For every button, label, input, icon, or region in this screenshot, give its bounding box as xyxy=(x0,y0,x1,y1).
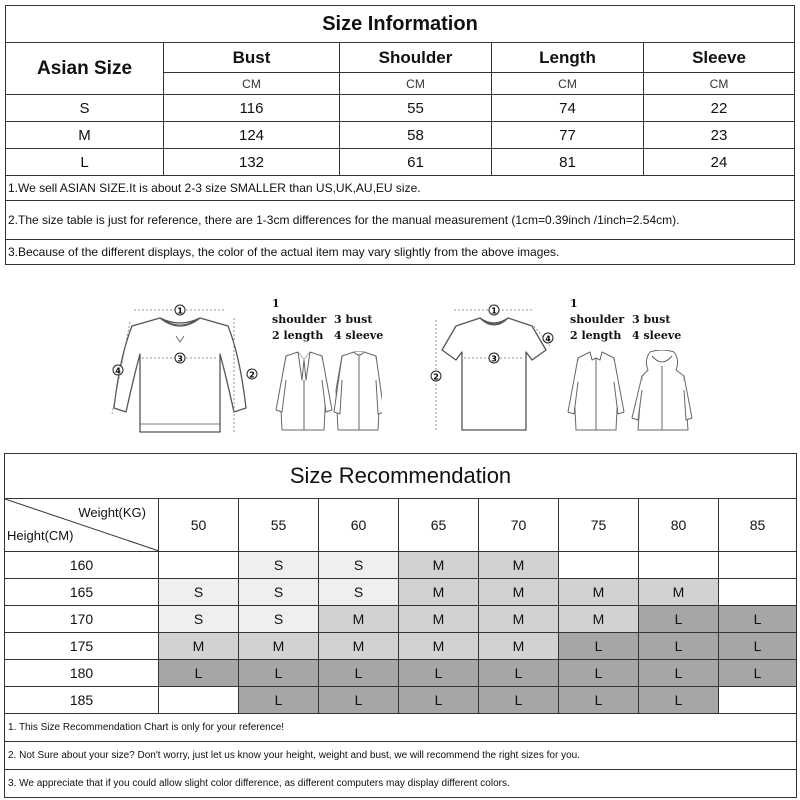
size-cell xyxy=(159,552,239,579)
size-information-table xyxy=(5,5,795,265)
shoulder-value: 55 xyxy=(340,95,492,122)
weight-header: 50 xyxy=(159,499,239,552)
bust-value: 132 xyxy=(164,149,340,176)
size-cell: M xyxy=(399,552,479,579)
legend-bust: 3 bust xyxy=(632,313,671,326)
size-note: 2.The size table is just for reference, there are 1-3cm differences for the manual measurement (1cm=0.39inch /1inch=2.54cm). xyxy=(6,201,795,240)
legend-sleeve: 4 sleeve xyxy=(632,329,682,342)
size-cell: L xyxy=(559,660,639,687)
bust-value: 124 xyxy=(164,122,340,149)
size-note: 3.Because of the different displays, the color of the actual item may vary slightly from the above images. xyxy=(6,240,795,265)
weight-header: 55 xyxy=(239,499,319,552)
size-cell: L xyxy=(399,660,479,687)
column-header-sleeve: Sleeve xyxy=(644,43,795,73)
size-cell: S xyxy=(319,579,399,606)
right-diagram-legend xyxy=(570,296,681,344)
size-cell: M xyxy=(479,579,559,606)
size-cell: M xyxy=(319,633,399,660)
height-value: 160 xyxy=(5,552,159,579)
size-cell xyxy=(719,552,797,579)
length-value: 77 xyxy=(492,122,644,149)
size-recommendation-table xyxy=(4,453,797,798)
height-value: 175 xyxy=(5,633,159,660)
size-cell: M xyxy=(559,579,639,606)
asian-size-header: Asian Size xyxy=(6,43,164,95)
size-cell: M xyxy=(399,606,479,633)
long-sleeve-measurement-diagram xyxy=(100,296,260,442)
size-cell: L xyxy=(239,687,319,714)
height-label: Height(CM) xyxy=(7,528,74,543)
size-cell: M xyxy=(639,579,719,606)
marker-3-label: 3 xyxy=(177,354,183,364)
weight-header: 70 xyxy=(479,499,559,552)
bust-value: 116 xyxy=(164,95,340,122)
size-cell: M xyxy=(399,633,479,660)
size-cell: M xyxy=(159,633,239,660)
marker-2-label: 2 xyxy=(433,372,439,382)
size-cell: L xyxy=(719,606,797,633)
size-cell: L xyxy=(719,660,797,687)
size-label: S xyxy=(6,95,164,122)
size-cell xyxy=(559,552,639,579)
size-cell: M xyxy=(559,606,639,633)
marker-4-label: 4 xyxy=(545,334,551,344)
recommendation-note: 2. Not Sure about your size? Don't worry, just let us know your height, weight and bust, we will recommend the right sizes for you. xyxy=(5,742,797,770)
weight-height-header xyxy=(5,499,159,552)
recommendation-note: 1. This Size Recommendation Chart is only for your reference! xyxy=(5,714,797,742)
size-cell: L xyxy=(559,687,639,714)
recommendation-note: 3. We appreciate that if you could allow slight color difference, as different computers may display different colors. xyxy=(5,770,797,798)
size-cell: M xyxy=(479,633,559,660)
size-cell: L xyxy=(239,660,319,687)
table-row xyxy=(6,122,795,149)
unit-label: CM xyxy=(492,73,644,95)
column-header-shoulder: Shoulder xyxy=(340,43,492,73)
legend-length: 2 length xyxy=(570,329,622,342)
height-value: 185 xyxy=(5,687,159,714)
length-value: 81 xyxy=(492,149,644,176)
marker-1-label: 1 xyxy=(491,306,497,316)
unit-label: CM xyxy=(340,73,492,95)
legend-bust: 3 bust xyxy=(334,313,373,326)
size-cell: L xyxy=(719,633,797,660)
size-cell: M xyxy=(479,606,559,633)
size-info-title: Size Information xyxy=(6,6,795,43)
sleeve-value: 22 xyxy=(644,95,795,122)
table-row xyxy=(5,633,797,660)
size-cell: M xyxy=(319,606,399,633)
size-cell xyxy=(159,687,239,714)
column-header-length: Length xyxy=(492,43,644,73)
size-cell xyxy=(719,579,797,606)
marker-2-label: 2 xyxy=(249,370,255,380)
shirt-hoodie-sketches xyxy=(564,350,694,434)
legend-sleeve: 4 sleeve xyxy=(334,329,384,342)
size-recommendation-title: Size Recommendation xyxy=(5,454,797,499)
size-cell: L xyxy=(319,687,399,714)
size-cell: L xyxy=(639,633,719,660)
height-value: 180 xyxy=(5,660,159,687)
shoulder-value: 58 xyxy=(340,122,492,149)
table-row xyxy=(5,606,797,633)
table-row xyxy=(6,149,795,176)
weight-label: Weight(KG) xyxy=(78,505,146,520)
unit-label: CM xyxy=(644,73,795,95)
marker-1-label: 1 xyxy=(177,306,183,316)
table-row xyxy=(5,579,797,606)
marker-4-label: 4 xyxy=(115,366,121,376)
size-cell: L xyxy=(559,633,639,660)
height-value: 170 xyxy=(5,606,159,633)
size-cell: S xyxy=(159,606,239,633)
sleeve-value: 23 xyxy=(644,122,795,149)
sleeve-value: 24 xyxy=(644,149,795,176)
size-cell: M xyxy=(239,633,319,660)
size-cell: L xyxy=(639,606,719,633)
size-cell xyxy=(719,687,797,714)
size-cell: L xyxy=(639,660,719,687)
size-cell: M xyxy=(399,579,479,606)
size-cell: S xyxy=(319,552,399,579)
size-cell: L xyxy=(159,660,239,687)
weight-header: 75 xyxy=(559,499,639,552)
legend-shoulder: 1 shoulder xyxy=(272,297,327,326)
size-cell: S xyxy=(239,606,319,633)
size-cell: S xyxy=(159,579,239,606)
column-header-bust: Bust xyxy=(164,43,340,73)
height-value: 165 xyxy=(5,579,159,606)
size-cell: L xyxy=(639,687,719,714)
table-row xyxy=(6,95,795,122)
weight-header: 60 xyxy=(319,499,399,552)
table-row xyxy=(5,660,797,687)
size-cell: L xyxy=(479,660,559,687)
size-cell: L xyxy=(319,660,399,687)
size-cell xyxy=(639,552,719,579)
legend-length: 2 length xyxy=(272,329,324,342)
size-cell: M xyxy=(479,552,559,579)
size-label: M xyxy=(6,122,164,149)
recommendation-rows xyxy=(5,552,797,714)
jacket-sketches xyxy=(272,350,382,434)
marker-3-label: 3 xyxy=(491,354,497,364)
weight-header: 80 xyxy=(639,499,719,552)
table-row xyxy=(5,552,797,579)
length-value: 74 xyxy=(492,95,644,122)
size-cell: S xyxy=(239,579,319,606)
weight-header: 65 xyxy=(399,499,479,552)
tshirt-measurement-diagram xyxy=(424,296,564,436)
shoulder-value: 61 xyxy=(340,149,492,176)
size-cell: L xyxy=(399,687,479,714)
size-label: L xyxy=(6,149,164,176)
size-cell: S xyxy=(239,552,319,579)
table-row xyxy=(5,687,797,714)
size-note: 1.We sell ASIAN SIZE.It is about 2-3 size SMALLER than US,UK,AU,EU size. xyxy=(6,176,795,201)
unit-label: CM xyxy=(164,73,340,95)
left-diagram-legend xyxy=(272,296,383,344)
weight-header: 85 xyxy=(719,499,797,552)
size-cell: L xyxy=(479,687,559,714)
legend-shoulder: 1 shoulder xyxy=(570,297,625,326)
